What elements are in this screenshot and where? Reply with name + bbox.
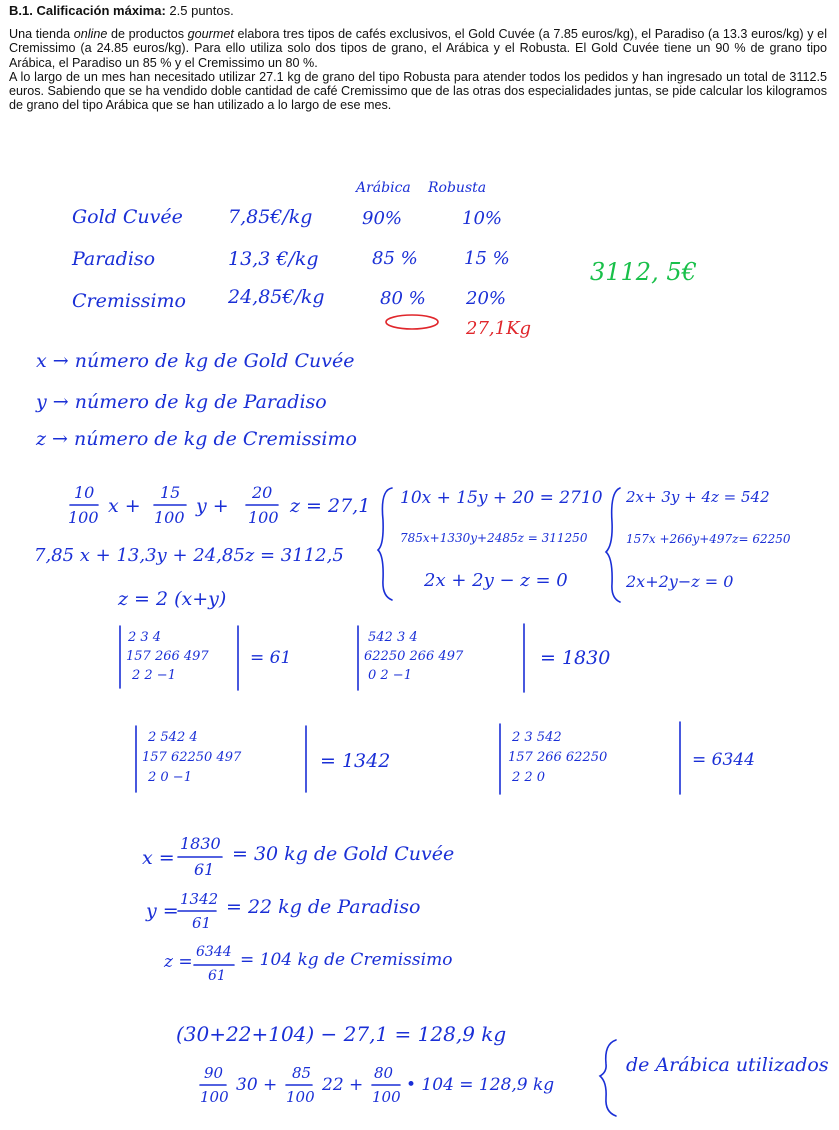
det-z-value: = 6344 xyxy=(692,750,755,770)
solution-z-den: 61 xyxy=(208,968,226,984)
p1-text-b: de productos xyxy=(107,27,188,42)
row-price-paradiso: 13,3 €/kg xyxy=(228,248,319,270)
eq1-den-1: 100 xyxy=(68,508,99,527)
final-note: de Arábica utilizados xyxy=(626,1054,829,1076)
row-robusta-gold: 10% xyxy=(462,208,503,229)
eq2: 7,85 x + 13,3y + 24,85z = 3112,5 xyxy=(34,545,344,566)
eq1-y: y + xyxy=(196,495,229,517)
det-main-row-3: 2 2 −1 xyxy=(132,668,176,683)
final-term-b: 22 + xyxy=(322,1075,364,1095)
det-main-row-1: 2 3 4 xyxy=(128,630,162,645)
system-b-eq1: 2x+ 3y + 4z = 542 xyxy=(626,488,770,506)
problem-paragraph-1 xyxy=(9,27,827,70)
final-den-3: 100 xyxy=(372,1088,401,1106)
solution-z-num: 6344 xyxy=(196,944,232,960)
col-header-robusta: Robusta xyxy=(428,180,487,196)
solution-z-lhs: z = xyxy=(164,952,193,972)
det-z-row-1: 2 3 542 xyxy=(512,730,562,745)
final-num-3: 80 xyxy=(374,1064,394,1082)
system-b-eq2: 157x +266y+497z= 62250 xyxy=(626,532,791,546)
det-y-row-3: 2 0 −1 xyxy=(148,770,192,785)
final-line-1: (30+22+104) − 27,1 = 128,9 kg xyxy=(176,1022,507,1046)
final-term-a: 30 + xyxy=(236,1075,278,1095)
variable-z-definition: z → número de kg de Cremissimo xyxy=(36,428,357,450)
final-den-2: 100 xyxy=(286,1088,315,1106)
solution-y-lhs: y = xyxy=(146,900,179,922)
system-a-eq1: 10x + 15y + 20 = 2710 xyxy=(400,488,603,508)
det-x-row-1: 542 3 4 xyxy=(368,630,418,645)
det-y-value: = 1342 xyxy=(320,750,391,772)
solution-x-rhs: = 30 kg de Gold Cuvée xyxy=(232,843,455,865)
system-a-eq2: 785x+1330y+2485z = 311250 xyxy=(400,531,588,545)
row-price-gold: 7,85€/kg xyxy=(228,206,313,228)
final-den-1: 100 xyxy=(200,1088,229,1106)
det-x-value: = 1830 xyxy=(540,647,611,669)
solution-y-num: 1342 xyxy=(180,890,219,908)
heading-value: 2.5 puntos. xyxy=(169,3,234,18)
p1-emphasis-online: online xyxy=(73,27,108,42)
p1-emphasis-gourmet: gourmet xyxy=(187,27,234,42)
col-header-arabica: Arábica xyxy=(356,180,411,196)
eq1-num-2: 15 xyxy=(160,483,181,502)
final-brace xyxy=(600,1040,616,1116)
total-euros-note: 3112, 5€ xyxy=(590,258,697,286)
system-a-eq3: 2x + 2y − z = 0 xyxy=(424,570,568,591)
row-arabica-cremissimo: 80 % xyxy=(380,288,426,309)
heading-label: B.1. Calificación máxima: xyxy=(9,3,166,18)
solution-y-rhs: = 22 kg de Paradiso xyxy=(226,896,421,918)
solution-z-rhs: = 104 kg de Cremissimo xyxy=(240,950,453,970)
row-name-paradiso: Paradiso xyxy=(72,248,156,270)
solution-x-den: 61 xyxy=(194,860,215,879)
p1-text-a: Una tienda xyxy=(9,27,74,42)
eq1-z: z = 27,1 xyxy=(290,495,371,517)
eq3: z = 2 (x+y) xyxy=(118,588,227,610)
det-y-row-1: 2 542 4 xyxy=(148,730,198,745)
final-term-c: • 104 = 128,9 kg xyxy=(406,1075,555,1095)
row-arabica-gold: 90% xyxy=(362,208,403,229)
total-robusta-note: 27,1Kg xyxy=(466,318,532,339)
eq1-num-3: 20 xyxy=(252,483,273,502)
problem-paragraph-2: A lo largo de un mes han necesitado utilizar 27.1 kg de grano del tipo Robusta para atender todos los pedidos y han ingresado un total de 3112.5 euros. Sabiendo que se ha vendido doble cantidad de café Cremissimo que de las otras dos especialidades juntas, se pide calcular los kilogramos de grano del tipo Arábica que se han utilizado a lo largo de ese mes. xyxy=(9,69,827,113)
system-b-bracket xyxy=(606,488,620,602)
eq1-num-1: 10 xyxy=(74,483,95,502)
eq1-den-2: 100 xyxy=(154,508,185,527)
row-robusta-cremissimo: 20% xyxy=(466,288,507,309)
det-z-row-2: 157 266 62250 xyxy=(508,750,608,765)
variable-x-definition: x → número de kg de Gold Cuvée xyxy=(36,350,355,372)
row-price-cremissimo: 24,85€/kg xyxy=(228,286,325,308)
solution-y-den: 61 xyxy=(192,914,212,932)
det-x-row-3: 0 2 −1 xyxy=(368,668,412,683)
row-arabica-paradiso: 85 % xyxy=(372,248,418,269)
det-y-row-2: 157 62250 497 xyxy=(142,750,242,765)
red-oval-mark xyxy=(386,315,438,329)
p1-text-c: elabora tres tipos de cafés exclusivos, el Gold Cuvée (a 7.85 euros/kg), el Paradiso (a 13.3 euros/kg) y el Cremissimo (a 24.85 euros/kg). Para ello utiliza solo dos tipos de grano, el Arábica y el Robusta. El Gold Cuvée tiene un 90 % de grano tipo Arábica, el Paradiso un 85 % y el Cremissimo un 80 %. xyxy=(9,27,827,70)
system-b-eq3: 2x+2y−z = 0 xyxy=(626,572,734,591)
problem-heading xyxy=(9,4,827,18)
row-name-cremissimo: Cremissimo xyxy=(72,290,186,312)
final-num-2: 85 xyxy=(292,1064,312,1082)
row-name-gold: Gold Cuvée xyxy=(72,206,183,228)
det-x-row-2: 62250 266 497 xyxy=(364,649,464,664)
variable-y-definition: y → número de kg de Paradiso xyxy=(36,391,327,413)
eq1-den-3: 100 xyxy=(248,508,279,527)
eq1-x: x + xyxy=(108,495,141,517)
det-z-row-3: 2 2 0 xyxy=(512,770,546,785)
problem-statement xyxy=(9,4,827,112)
final-num-1: 90 xyxy=(204,1064,224,1082)
det-main-value: = 61 xyxy=(250,648,292,668)
row-robusta-paradiso: 15 % xyxy=(464,248,510,269)
solution-x-lhs: x = xyxy=(142,847,175,869)
det-main-row-2: 157 266 497 xyxy=(126,649,209,664)
system-a-bracket xyxy=(378,488,392,600)
solution-x-num: 1830 xyxy=(180,834,221,853)
